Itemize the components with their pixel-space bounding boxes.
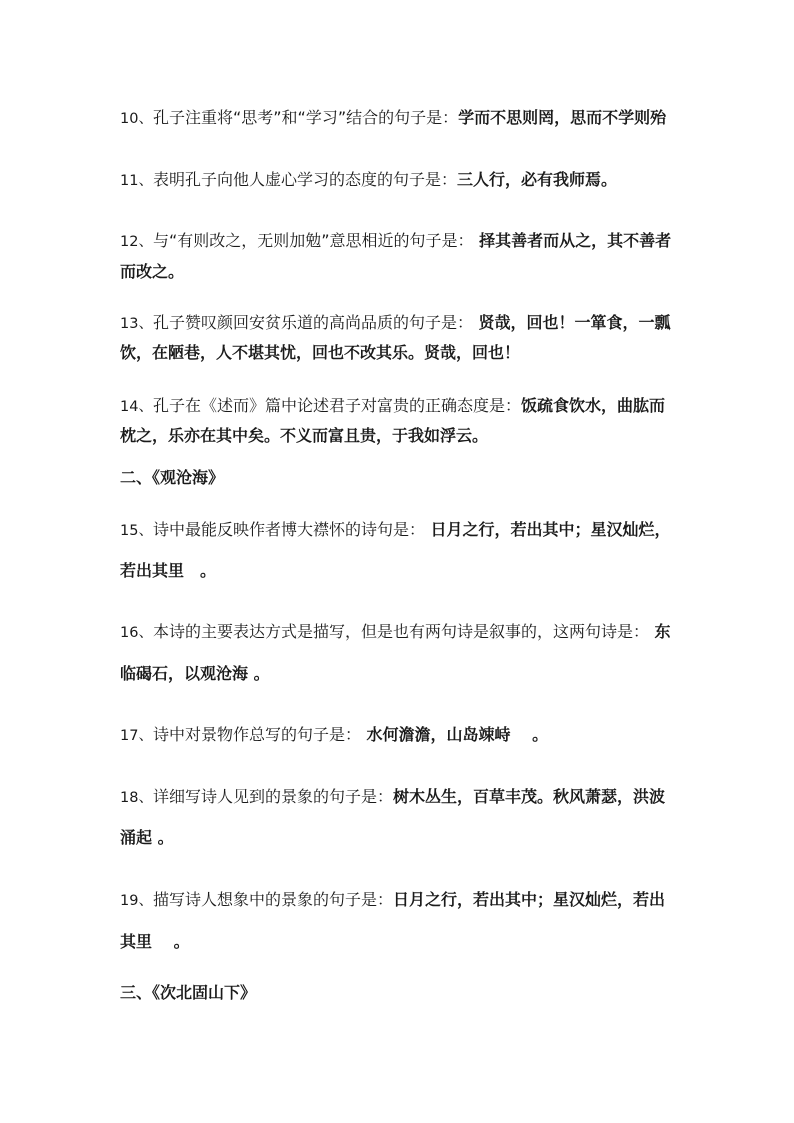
answer-text: 三人行，必有我师焉。 — [456, 170, 617, 189]
answer-text: 日月之行，若出其中；星汉灿烂， — [424, 520, 671, 539]
item-13-line-2 — [120, 343, 680, 363]
answer-text: 东 — [648, 622, 671, 641]
item-15-line-2 — [120, 561, 680, 581]
answer-text: 学而不思则罔，思而不学则殆 — [458, 108, 667, 127]
item-number: 16、 — [120, 625, 153, 641]
item-number: 18、 — [120, 790, 153, 806]
item-17-line-1 — [120, 725, 680, 746]
item-number: 15、 — [120, 523, 153, 539]
question-text: 诗中对景物作总写的句子是： — [152, 725, 361, 744]
item-15-line-1 — [120, 520, 680, 541]
question-text: 孔子注重将“思考”和“学习”结合的句子是： — [152, 108, 459, 127]
answer-text: 树木丛生，百草丰茂。秋风萧瑟，洪波 — [392, 787, 665, 806]
item-14-line-1 — [120, 396, 680, 417]
answer-text-continued: 若出其里 。 — [120, 561, 217, 580]
item-14-line-2 — [120, 426, 680, 446]
answer-text-continued: 临碣石，以观沧海 。 — [120, 664, 270, 683]
section-heading-guancanghai: 二、《观沧海》 — [120, 468, 225, 487]
item-10-line-1 — [120, 108, 680, 129]
answer-text-continued: 而改之。 — [120, 262, 185, 281]
item-18-line-1 — [120, 787, 680, 808]
question-text: 孔子在《述而》篇中论述君子对富贵的正确态度是： — [152, 396, 521, 415]
answer-text-continued: 饮，在陋巷，人不堪其忧，回也不改其乐。贤哉，回也！ — [120, 343, 521, 362]
item-18-line-2 — [120, 828, 680, 848]
question-text: 诗中最能反映作者博大襟怀的诗句是： — [152, 520, 425, 539]
answer-text-continued: 其里 。 — [120, 932, 190, 951]
answer-text: 饭疏食饮水，曲肱而 — [520, 396, 665, 415]
item-16-line-2 — [120, 664, 680, 684]
item-13-line-1 — [120, 313, 680, 334]
item-number: 13、 — [120, 316, 153, 332]
question-text: 描写诗人想象中的景象的句子是： — [152, 890, 393, 909]
item-number: 14、 — [120, 399, 153, 415]
answer-text: 贤哉，回也！一箪食，一瓢 — [472, 313, 671, 332]
question-text: 本诗的主要表达方式是描写，但是也有两句诗是叙事的，这两句诗是： — [152, 622, 649, 641]
item-19-line-2 — [120, 932, 680, 952]
section-heading-cibeigushanxia: 三、《次北固山下》 — [120, 983, 257, 1002]
item-11-line-1 — [120, 170, 680, 191]
answer-text: 择其善者而从之，其不善者 — [473, 231, 672, 250]
question-text: 孔子赞叹颜回安贫乐道的高尚品质的句子是： — [152, 313, 473, 332]
question-text: 与“有则改之，无则加勉”意思相近的句子是： — [152, 231, 474, 250]
item-number: 12、 — [120, 234, 153, 250]
question-text: 详细写诗人见到的景象的句子是： — [152, 787, 393, 806]
answer-text-continued: 枕之，乐亦在其中矣。不义而富且贵，于我如浮云。 — [120, 426, 489, 445]
question-text: 表明孔子向他人虚心学习的态度的句子是： — [152, 170, 457, 189]
answer-text-continued: 涌起 。 — [120, 828, 174, 847]
item-number: 11、 — [120, 173, 153, 189]
item-12-line-1 — [120, 231, 680, 252]
answer-text: 水何澹澹，山岛竦峙 。 — [360, 725, 549, 744]
item-number: 17、 — [120, 728, 153, 744]
item-number: 19、 — [120, 893, 153, 909]
item-16-line-1 — [120, 622, 680, 643]
item-12-line-2 — [120, 262, 680, 282]
item-19-line-1 — [120, 890, 680, 911]
answer-text: 日月之行，若出其中；星汉灿烂，若出 — [392, 890, 665, 909]
item-number: 10、 — [120, 111, 153, 127]
